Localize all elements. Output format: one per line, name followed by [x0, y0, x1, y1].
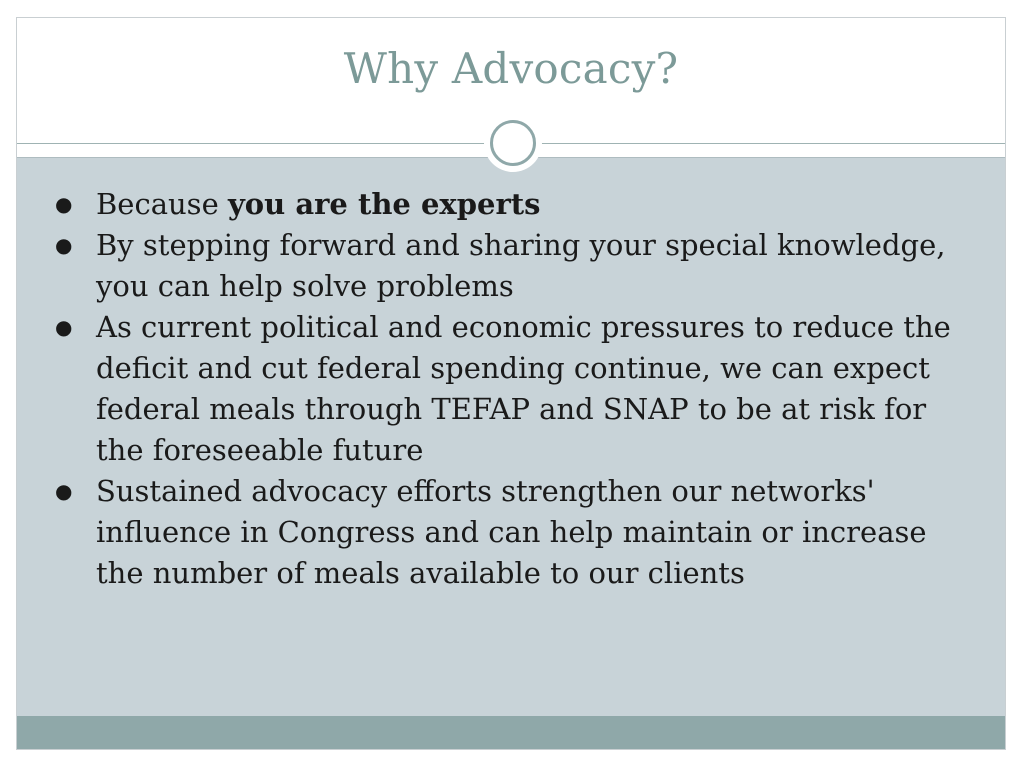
bullet-2-text: By stepping forward and sharing your special knowledge, you can help solve problems: [96, 228, 946, 303]
bullet-dot-icon: ●: [55, 315, 73, 339]
bullet-dot-icon: ●: [55, 479, 73, 503]
slide-title: Why Advocacy?: [343, 44, 679, 93]
bullet-dot-icon: ●: [55, 192, 73, 216]
bullet-1-prefix: Because: [96, 187, 228, 221]
footer-bar: [17, 716, 1005, 750]
bullet-1-emphasis: you are the experts: [227, 187, 541, 221]
bullet-list: [51, 184, 981, 594]
slide: [16, 17, 1006, 750]
circle-ornament-icon: [490, 120, 536, 166]
bullet-dot-icon: ●: [55, 233, 73, 257]
bullet-4-text: Sustained advocacy efforts strengthen our networks' influence in Congress and can help maintain or increase the number of meals available to our clients: [96, 474, 927, 590]
bullet-item-1: [51, 184, 981, 225]
bullet-item-3: [51, 307, 981, 471]
bullet-item-4: [51, 471, 981, 594]
bullet-3-text: As current political and economic pressures to reduce the deficit and cut federal spending continue, we can expect federal meals through TEFAP and SNAP to be at risk for the foreseeable future: [96, 310, 951, 467]
bullet-item-2: [51, 225, 981, 307]
